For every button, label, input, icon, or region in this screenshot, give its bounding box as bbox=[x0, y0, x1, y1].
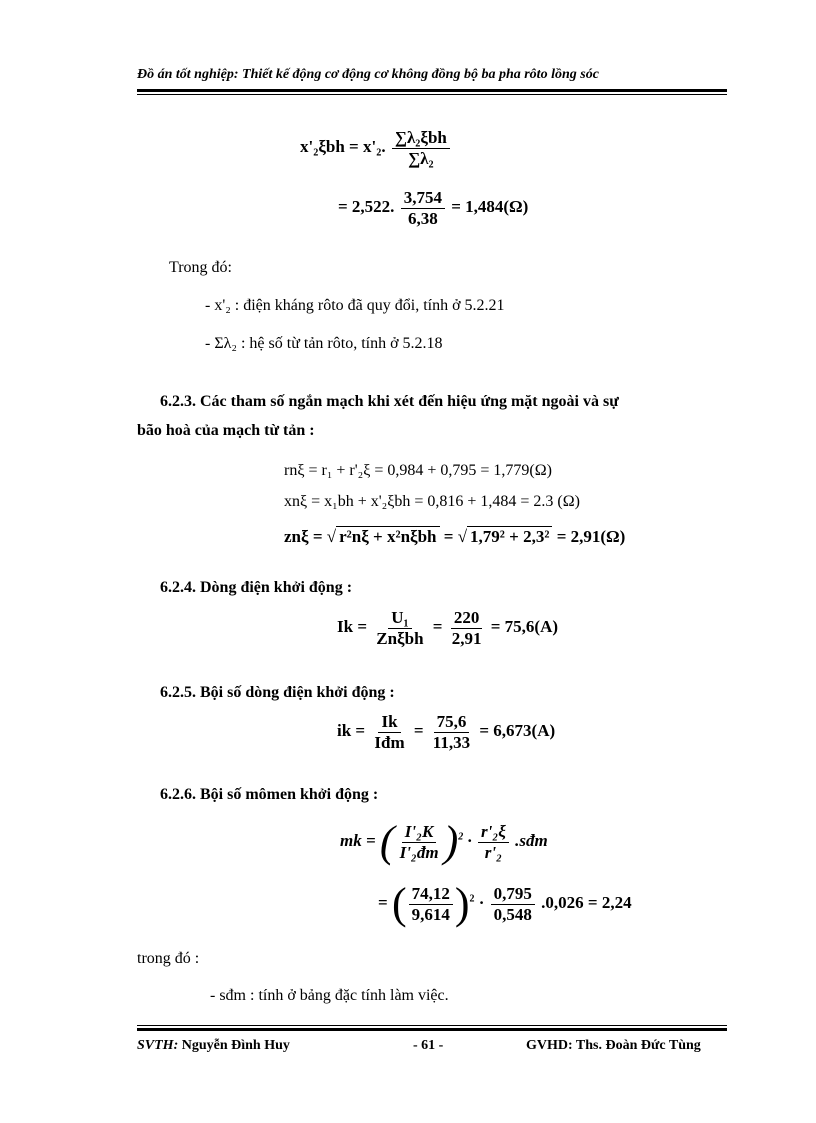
equation-z-short-circuit: znξ = √ r²nξ + x²nξbh = √ 1,79² + 2,3² = 2,91(Ω) bbox=[284, 527, 626, 546]
section-623-heading-line2: bão hoà của mạch từ tản : bbox=[137, 422, 315, 439]
header-rule-thick bbox=[137, 89, 727, 92]
section-623-heading-line1: 6.2.3. Các tham số ngắn mạch khi xét đến hiệu ứng mặt ngoài và sự bbox=[160, 393, 619, 410]
trong-do-label-2: trong đó : bbox=[137, 950, 200, 967]
equation-torque-ratio-line2: = ( $\frac{74,12}{9,614}$ )$^2$ · $\frac{0,795}{0,548}$ .0,026 = 2,24 bbox=[378, 879, 632, 928]
fraction-values: $\frac{3,754}{6,38}$ bbox=[401, 188, 445, 228]
footer-rule-thick bbox=[137, 1028, 727, 1031]
section-625-heading: 6.2.5. Bội số dòng điện khởi động : bbox=[160, 684, 395, 701]
section-626-heading: 6.2.6. Bội số mômen khởi động : bbox=[160, 786, 379, 803]
trong-do-label: Trong đó: bbox=[169, 259, 232, 276]
equation-x-short-circuit: xnξ = x₁bh + x'₂ξbh = 0,816 + 1,484 = 2.3 (Ω) bbox=[284, 493, 580, 510]
footer-rule-thin bbox=[137, 1025, 727, 1026]
equation-x2-line1: x'₂ξbh = x'₂. $\frac{\text{∑λ₂ξbh}}{\text{∑λ₂}}$ bbox=[300, 128, 452, 168]
fraction-lambda: $\frac{\text{∑λ₂ξbh}}{\text{∑λ₂}}$ bbox=[392, 128, 450, 168]
equation-x2-line2: = 2,522. $\frac{3,754}{6,38}$ = 1,484(Ω) bbox=[338, 188, 529, 228]
footer-gvhd: GVHD: Ths. Đoàn Đức Tùng bbox=[526, 1038, 701, 1053]
section-624-heading: 6.2.4. Dòng điện khởi động : bbox=[160, 579, 353, 596]
definition-x2: - x'₂ : điện kháng rôto đã quy đổi, tính ở 5.2.21 bbox=[205, 297, 505, 314]
equation-torque-ratio-line1: mk = ( $\frac{\text{I'₂K}}{\text{I'₂đm}}$ )$^2$ · $\frac{\text{r'₂ξ}}{\text{r'₂}}$ .sđm bbox=[340, 817, 548, 866]
footer-page-number: - 61 - bbox=[413, 1038, 444, 1053]
header-rule-thin bbox=[137, 94, 727, 95]
page-header-title: Đồ án tốt nghiệp: Thiết kế động cơ động cơ không đồng bộ ba pha rôto lồng sóc bbox=[137, 67, 599, 82]
equation-current-ratio: ik = $\frac{Ik}{\text{Iđm}}$ = $\frac{75,6}{11,33}$ = 6,673(A) bbox=[337, 712, 556, 752]
equation-r-short-circuit: rnξ = r₁ + r'₂ξ = 0,984 + 0,795 = 1,779(Ω) bbox=[284, 462, 552, 479]
equation-starting-current: Ik = $\frac{\text{U₁}}{\text{Znξbh}}$ = $\frac{220}{2,91}$ = 75,6(A) bbox=[337, 608, 559, 648]
footer-svth: SVTH: Nguyễn Đình Huy bbox=[137, 1038, 290, 1053]
definition-sdm: - sđm : tính ở bảng đặc tính làm việc. bbox=[210, 987, 449, 1004]
definition-lambda2: - Σλ₂ : hệ số từ tản rôto, tính ở 5.2.18 bbox=[205, 335, 443, 352]
